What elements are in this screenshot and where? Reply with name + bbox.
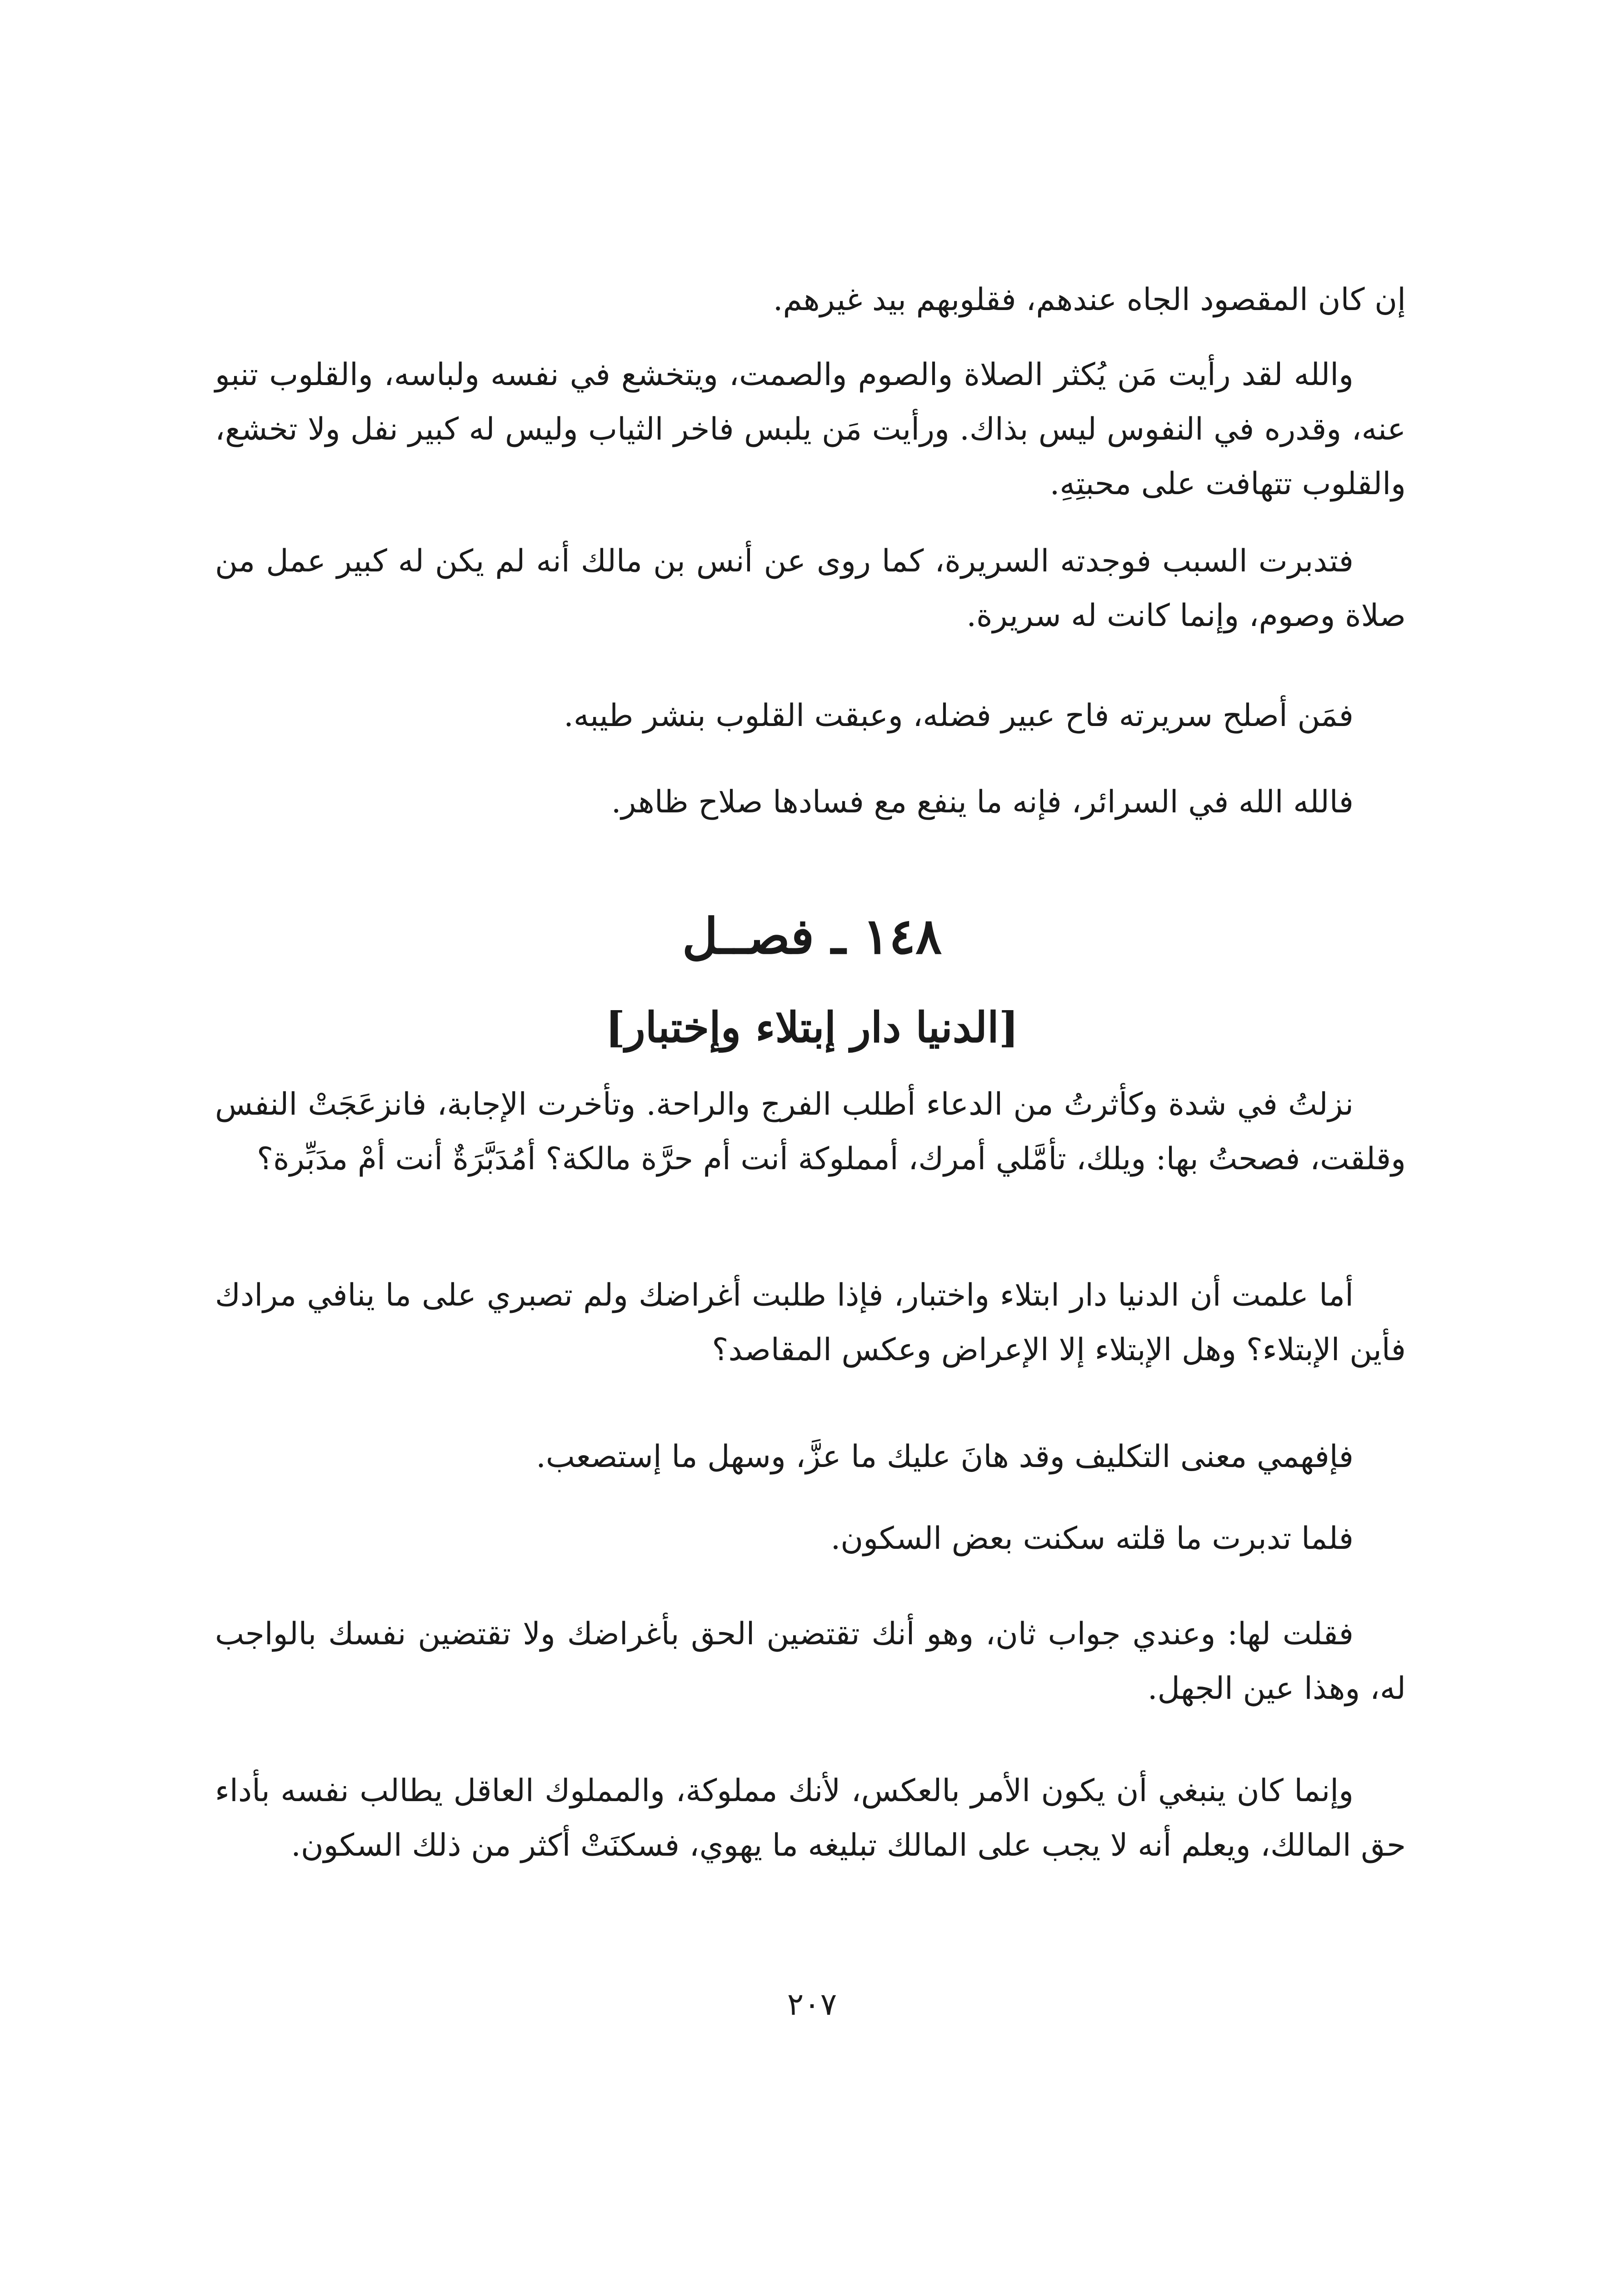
paragraph-6: نزلتُ في شدة وكأثرتُ من الدعاء أطلب الفرج والراحة. وتأخرت الإجابة، فانزعَجَتْ النفس وقلقت، فصحتُ بها: ويلك، تأمَّلي أمرك، أمملوكة أنت أم حرَّة مالكة؟ أمُدَبَّرَةٌ أنت أمْ مدَبِّرة؟: [215, 1086, 1406, 1177]
section-subtitle: [الدنيا دار إبتلاء وإختبار]: [605, 1003, 1019, 1052]
paragraph-7: أما علمت أن الدنيا دار ابتلاء واختبار، فإذا طلبت أغراضك ولم تصبري على ما ينافي مرادك فأين الإبتلاء؟ وهل الإبتلاء إلا الإعراض وعكس المقاصد؟: [215, 1277, 1406, 1368]
paragraph-10: فقلت لها: وعندي جواب ثان، وهو أنك تقتضين الحق بأغراضك ولا تقتضين نفسك بالواجب له، وهذا عين الجهل.: [215, 1616, 1406, 1707]
chapter-title: ١٤٨ ـ فصــل: [682, 908, 942, 965]
paragraph-2: والله لقد رأيت مَن يُكثر الصلاة والصوم والصمت، ويتخشع في نفسه ولباسه، والقلوب تنبو عنه، وقدره في النفوس ليس بذاك. ورأيت مَن يلبس فاخر الثياب وليس له كبير نفل ولا تخشع، والقلوب تتهافت على محبتِهِ.: [215, 357, 1406, 502]
paragraph-4: فمَن أصلح سريرته فاح عبير فضله، وعبقت القلوب بنشر طيبه.: [564, 698, 1354, 734]
page-number: ٢٠٧: [787, 1987, 837, 2023]
paragraph-11: وإنما كان ينبغي أن يكون الأمر بالعكس، لأنك مملوكة، والمملوك العاقل يطالب نفسه بأداء حق المالك، ويعلم أنه لا يجب على المالك تبليغه ما يهوي، فسكنَتْ أكثر من ذلك السكون.: [215, 1773, 1406, 1863]
paragraph-1: إن كان المقصود الجاه عندهم، فقلوبهم بيد غيرهم.: [773, 282, 1406, 318]
paragraph-5: فالله الله في السرائر، فإنه ما ينفع مع فسادها صلاح ظاهر.: [611, 784, 1354, 820]
paragraph-3: فتدبرت السبب فوجدته السريرة، كما روى عن أنس بن مالك أنه لم يكن له كبير عمل من صلاة وصوم، وإنما كانت له سريرة.: [215, 543, 1406, 634]
paragraph-9: فلما تدبرت ما قلته سكنت بعض السكون.: [830, 1521, 1354, 1557]
paragraph-8: فإفهمي معنى التكليف وقد هانَ عليك ما عزَّ، وسهل ما إستصعب.: [536, 1439, 1354, 1475]
